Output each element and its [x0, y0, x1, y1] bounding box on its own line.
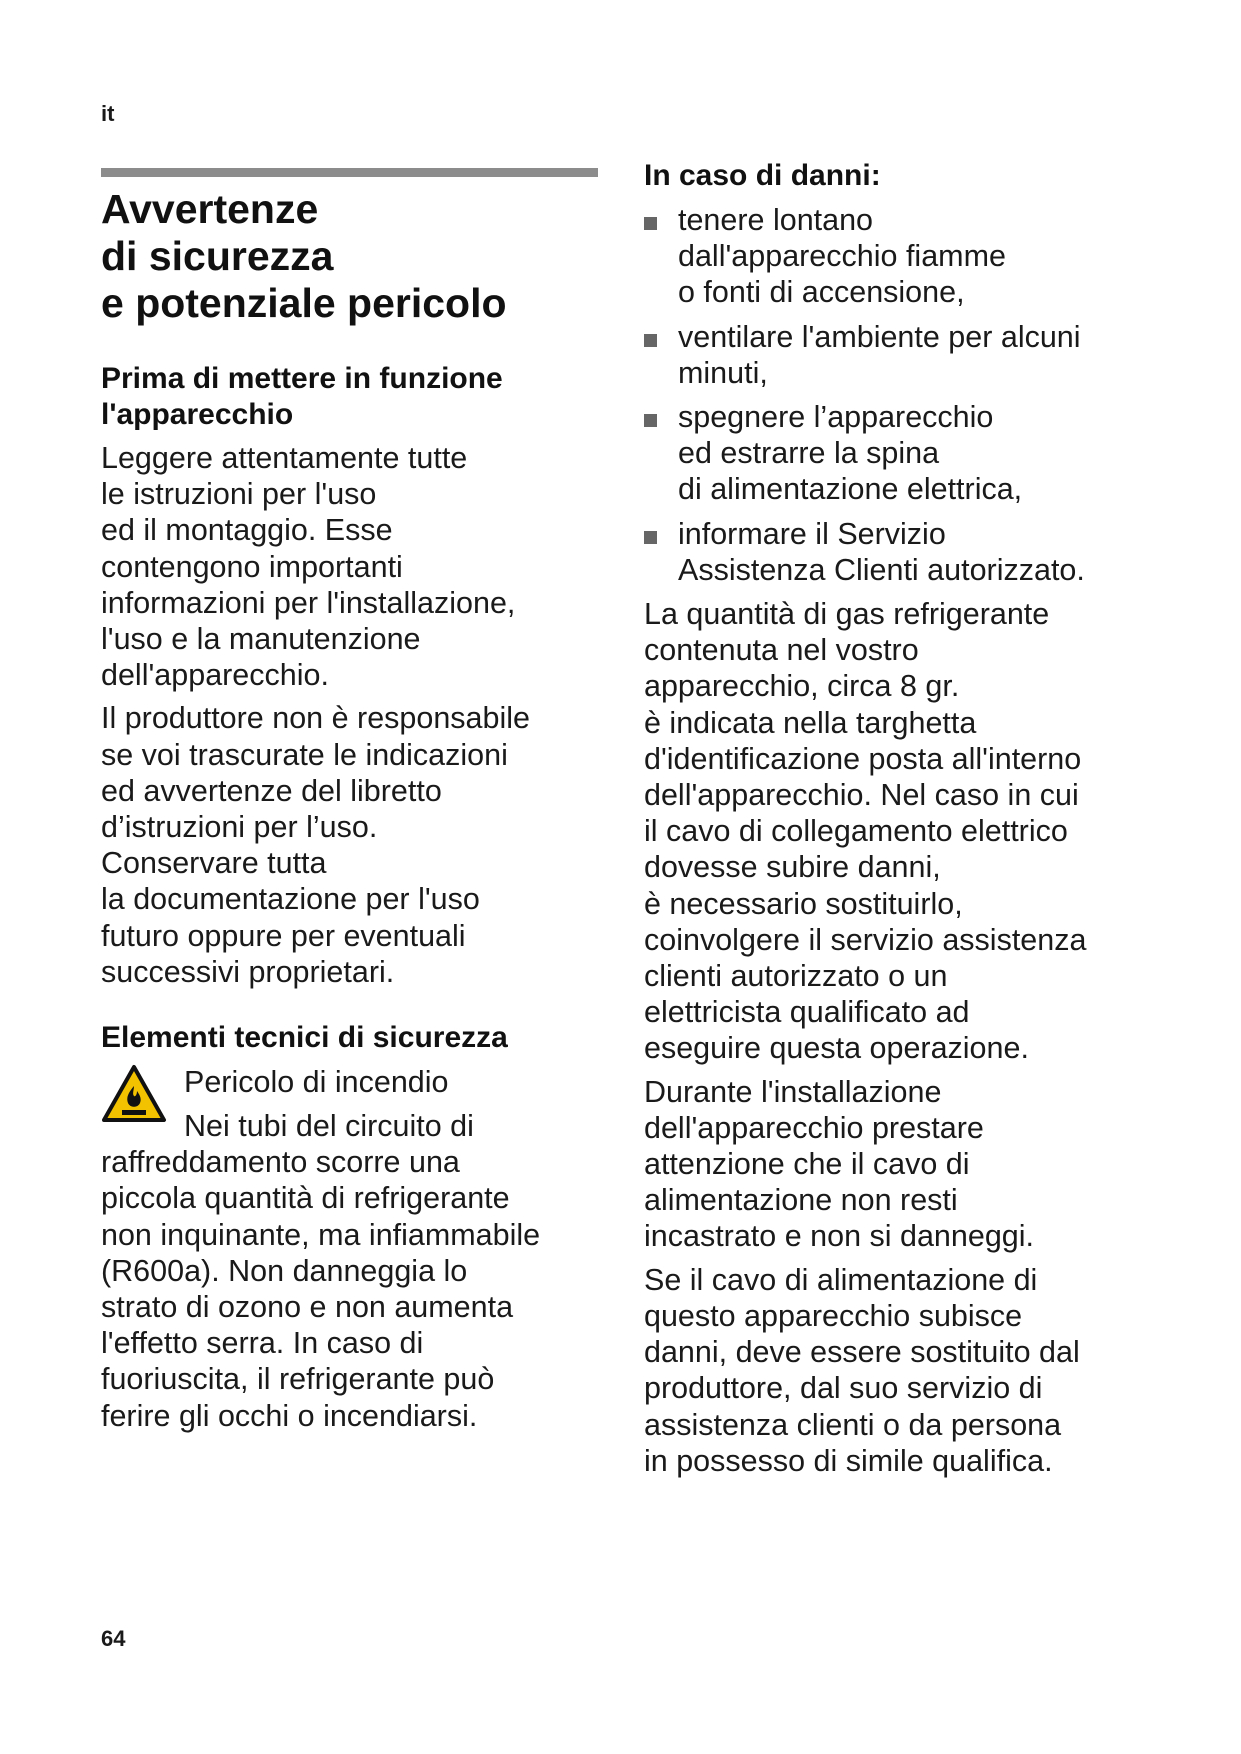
text-line: elettricista qualificato ad: [644, 995, 970, 1030]
bullet-square-icon: [644, 531, 657, 544]
text-line: eseguire questa operazione.: [644, 1031, 1029, 1066]
text-line: Il produttore non è responsabile: [101, 701, 530, 736]
text-line: contengono importanti: [101, 549, 403, 584]
text-line: ed estrarre la spina: [678, 436, 940, 471]
text-line: dovesse subire danni,: [644, 850, 941, 885]
text-line: Nei tubi del circuito di: [184, 1109, 474, 1144]
paragraph-manufacturer: [101, 700, 611, 990]
bullet-square-icon: [644, 414, 657, 427]
section-heading-safety-elements: Elementi tecnici di sicurezza: [101, 1021, 508, 1055]
list-item: [644, 399, 1144, 508]
text-line: strato di ozono e non aumenta: [101, 1290, 514, 1325]
text-line: assistenza clienti o da persona: [644, 1407, 1062, 1442]
text-line: dell'apparecchio. Nel caso in cui: [644, 778, 1079, 813]
title-line: e potenziale pericolo: [101, 280, 507, 326]
text-line: La quantità di gas refrigerante: [644, 597, 1050, 632]
text-line: apparecchio, circa 8 gr.: [644, 669, 960, 704]
text-line: informare il Servizio: [678, 516, 946, 551]
text-line: danni, deve essere sostituito dal: [644, 1335, 1080, 1370]
section-rule: [101, 168, 598, 177]
text-line: è indicata nella targhetta: [644, 705, 977, 740]
text-line: Se il cavo di alimentazione di: [644, 1262, 1038, 1297]
paragraph-power-cable: [644, 1262, 1144, 1479]
text-line: in possesso di simile qualifica.: [644, 1443, 1053, 1478]
right-column: [644, 158, 1144, 1479]
warning-text: [101, 1108, 611, 1434]
text-line: (R600a). Non danneggia lo: [101, 1253, 468, 1288]
text-line: la documentazione per l'uso: [101, 882, 480, 917]
text-line: contenuta nel vostro: [644, 633, 919, 668]
text-line: ventilare l'ambiente per alcuni: [678, 319, 1081, 354]
text-line: dell'apparecchio.: [101, 658, 329, 693]
text-line: coinvolgere il servizio assistenza: [644, 922, 1087, 957]
heading-line: l'apparecchio: [101, 398, 294, 431]
text-line: il cavo di collegamento elettrico: [644, 814, 1068, 849]
text-line: spegnere l’apparecchio: [678, 400, 994, 435]
text-line: questo apparecchio subisce: [644, 1298, 1023, 1333]
bullet-square-icon: [644, 217, 657, 230]
text-line: dall'apparecchio fiamme: [678, 239, 1006, 274]
paragraph-read-instructions: [101, 440, 611, 693]
list-item: [644, 319, 1144, 391]
text-line: fuoriuscita, il refrigerante può: [101, 1362, 495, 1397]
text-line: clienti autorizzato o un: [644, 959, 948, 994]
text-line: tenere lontano: [678, 203, 874, 237]
text-line: di alimentazione elettrica,: [678, 472, 1023, 507]
text-line: Durante l'installazione: [644, 1074, 942, 1109]
text-line: ferire gli occhi o incendiarsi.: [101, 1398, 478, 1433]
list-item: [644, 516, 1144, 588]
heading-line: Prima di mettere in funzione: [101, 362, 503, 395]
text-line: futuro oppure per eventuali: [101, 918, 466, 953]
text-line: le istruzioni per l'uso: [101, 477, 377, 512]
list-item: [644, 202, 1144, 311]
text-line: dell'apparecchio prestare: [644, 1110, 984, 1145]
text-line: minuti,: [678, 355, 768, 390]
text-line: l'effetto serra. In caso di: [101, 1326, 424, 1361]
text-line: Conservare tutta: [101, 846, 327, 881]
text-line: attenzione che il cavo di: [644, 1147, 970, 1182]
page-title: [101, 186, 611, 327]
text-line: d'identificazione posta all'interno: [644, 741, 1082, 776]
title-line: Avvertenze: [101, 186, 319, 232]
text-line: ed avvertenze del libretto: [101, 773, 442, 808]
section-heading-damage: In caso di danni:: [644, 159, 881, 192]
warning-label: Pericolo di incendio: [184, 1065, 449, 1100]
fire-hazard-warning-icon: [101, 1064, 167, 1124]
text-line: incastrato e non si danneggi.: [644, 1219, 1034, 1254]
text-line: alimentazione non resti: [644, 1183, 958, 1218]
text-line: o fonti di accensione,: [678, 275, 965, 310]
bullet-square-icon: [644, 334, 657, 347]
text-line: successivi proprietari.: [101, 954, 395, 989]
fire-warning-block: [101, 1064, 611, 1434]
paragraph-installation: [644, 1074, 1144, 1255]
text-line: Leggere attentamente tutte: [101, 441, 468, 475]
text-line: ed il montaggio. Esse: [101, 513, 393, 548]
section-heading-before-use: [101, 361, 611, 433]
text-line: se voi trascurate le indicazioni: [101, 737, 508, 772]
text-line: è necessario sostituirlo,: [644, 886, 963, 921]
text-line: raffreddamento scorre una: [101, 1145, 460, 1180]
text-line: Assistenza Clienti autorizzato.: [678, 552, 1085, 587]
title-line: di sicurezza: [101, 233, 334, 279]
text-line: d’istruzioni per l’uso.: [101, 810, 378, 845]
paragraph-refrigerant-quantity: [644, 596, 1144, 1067]
text-line: non inquinante, ma infiammabile: [101, 1217, 541, 1252]
text-line: informazioni per l'installazione,: [101, 585, 516, 620]
damage-steps-list: [644, 202, 1144, 588]
left-column: [101, 186, 611, 1434]
language-code: it: [101, 101, 115, 126]
text-line: piccola quantità di refrigerante: [101, 1181, 510, 1216]
text-line: produttore, dal suo servizio di: [644, 1371, 1043, 1406]
text-line: l'uso e la manutenzione: [101, 622, 421, 657]
page-number: 64: [101, 1626, 126, 1651]
